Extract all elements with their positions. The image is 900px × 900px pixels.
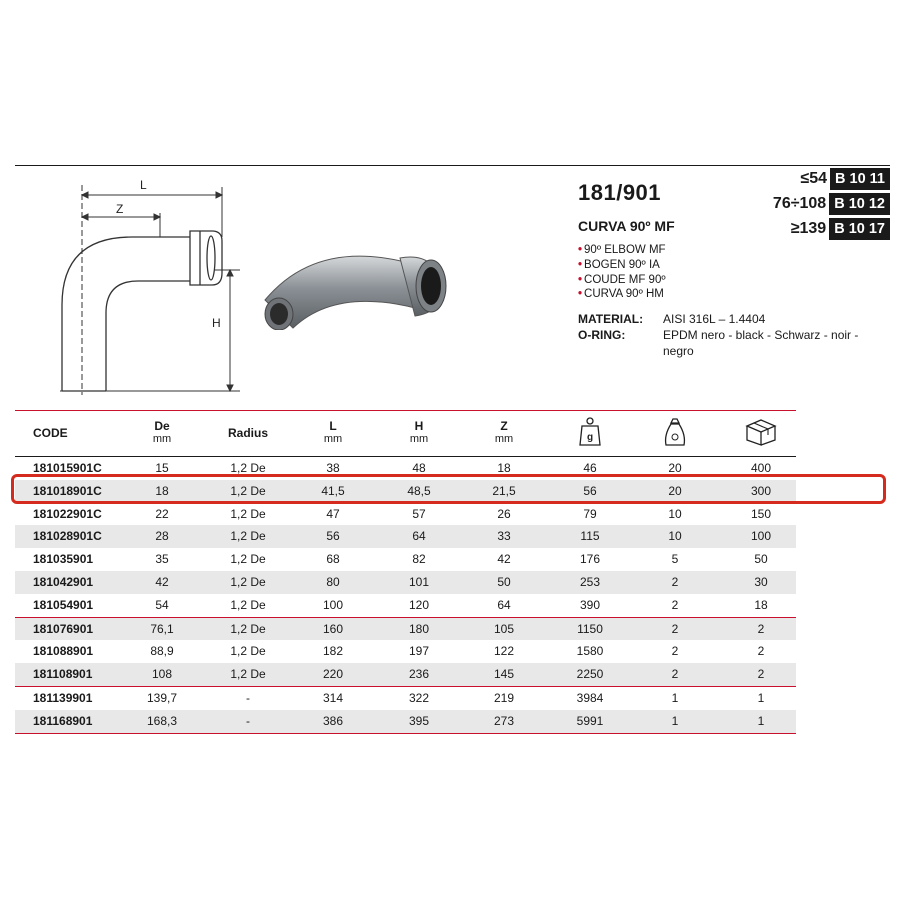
row-value-cell: 15 (155, 461, 169, 475)
row-value-cell: 21,5 (492, 483, 516, 498)
row-value-cell: 220 (322, 667, 344, 682)
row-code-cell: 181022901C (33, 506, 102, 521)
row-value-cell: 160 (322, 621, 344, 636)
row-value-cell: - (246, 713, 250, 728)
product-title: CURVA 90º MF (578, 218, 675, 234)
badge-range: ≤54 (800, 170, 827, 187)
row-value-cell: 2 (671, 667, 679, 682)
row-value-cell: - (246, 690, 250, 705)
material-value: AISI 316L – 1.4404 (663, 312, 766, 326)
row-value-cell: 1580 (576, 644, 604, 659)
badge-row (773, 218, 890, 240)
table-row (15, 571, 796, 594)
header-de: De mm (152, 419, 172, 445)
table-row (15, 617, 796, 641)
row-value-cell: 180 (408, 621, 430, 636)
row-code-cell: 181042901 (33, 574, 94, 589)
row-value-cell: 64 (497, 597, 511, 612)
row-value-cell: 2250 (576, 667, 604, 682)
catalog-badges (773, 168, 890, 243)
row-value-cell: 42 (155, 574, 169, 589)
row-code-cell: 181054901 (33, 597, 94, 612)
row-value-cell: 64 (412, 529, 426, 544)
row-value-cell: 101 (408, 574, 430, 589)
row-value-cell: 41,5 (321, 483, 345, 498)
row-value-cell: 48 (412, 461, 426, 475)
row-value-cell: 182 (322, 644, 344, 659)
row-value-cell: 2 (671, 644, 679, 659)
row-value-cell: 100 (750, 529, 772, 544)
row-value-cell: 2 (757, 644, 765, 659)
header-code: CODE (33, 426, 68, 440)
row-value-cell: 48,5 (407, 483, 431, 498)
row-value-cell: 176 (579, 552, 601, 567)
row-value-cell: 42 (497, 552, 511, 567)
row-value-cell: 2 (671, 621, 679, 636)
row-value-cell: 10 (668, 506, 682, 521)
product-name-item: • 90º ELBOW MF (578, 244, 666, 256)
dimensions-table (15, 410, 796, 734)
row-value-cell: 145 (493, 667, 515, 682)
row-value-cell: 68 (326, 552, 340, 567)
row-value-cell: 1,2 De (230, 597, 266, 612)
row-value-cell: 150 (750, 506, 772, 521)
row-value-cell: 30 (754, 574, 768, 589)
row-value-cell: 5991 (576, 713, 604, 728)
row-value-cell: 79 (583, 506, 597, 521)
row-value-cell: 18 (754, 597, 768, 612)
weight-icon (555, 417, 625, 447)
row-value-cell: 28 (155, 529, 169, 544)
row-value-cell: 50 (754, 552, 768, 567)
row-code-cell: 181018901C (33, 483, 102, 498)
table-row (15, 525, 796, 548)
row-value-cell: 115 (580, 529, 600, 544)
header-l: L mm (323, 419, 343, 445)
box-icon (726, 418, 796, 446)
row-value-cell: 1,2 De (230, 483, 266, 498)
highlighted-row-outline (11, 474, 886, 504)
dimension-label-z: Z (116, 202, 124, 216)
product-names-list (578, 243, 666, 302)
row-value-cell: 1,2 De (230, 574, 266, 589)
row-value-cell: 108 (151, 667, 173, 682)
technical-drawing (40, 175, 250, 400)
header-h: H mm (409, 419, 429, 445)
row-value-cell: 1 (671, 713, 679, 728)
row-value-cell: 3984 (576, 690, 604, 705)
row-value-cell: 197 (408, 644, 430, 659)
row-value-cell: 2 (757, 667, 765, 682)
badge-row (773, 168, 890, 190)
oring-value: EPDM nero - black - Schwarz - noir - negro (663, 328, 859, 358)
row-code-cell: 181076901 (33, 621, 94, 636)
row-code-cell: 181168901 (33, 713, 93, 728)
row-value-cell: 56 (583, 483, 597, 498)
row-code-cell: 181088901 (33, 644, 94, 659)
row-value-cell: 2 (757, 621, 765, 636)
row-code-cell: 181028901C (33, 529, 102, 544)
row-value-cell: 1,2 De (230, 621, 266, 636)
table-row (15, 503, 796, 526)
row-code-cell: 181035901 (33, 552, 94, 567)
row-value-cell: 2 (671, 574, 679, 589)
row-value-cell: 100 (322, 597, 344, 612)
row-value-cell: 1 (671, 690, 679, 705)
row-value-cell: 1,2 De (230, 552, 266, 567)
row-value-cell: 273 (493, 713, 515, 728)
row-value-cell: 18 (155, 483, 169, 498)
row-value-cell: 2 (671, 597, 679, 612)
row-value-cell: 300 (750, 483, 772, 498)
row-value-cell: 5 (671, 552, 679, 567)
dimension-label-l: L (140, 178, 147, 192)
row-value-cell: 168,3 (146, 713, 178, 728)
row-value-cell: 54 (155, 597, 169, 612)
table-row (15, 640, 796, 663)
row-value-cell: 395 (408, 713, 430, 728)
bag-icon (640, 417, 710, 447)
row-value-cell: 10 (668, 529, 682, 544)
table-header (15, 410, 796, 457)
row-code-cell: 181139901 (33, 690, 93, 705)
row-value-cell: 1,2 De (230, 644, 266, 659)
row-code-cell: 181108901 (33, 667, 93, 682)
row-code-cell: 181015901C (33, 461, 102, 475)
badge-code: B 10 11 (830, 168, 890, 190)
badge-code: B 10 17 (829, 218, 890, 240)
row-value-cell: 20 (668, 461, 682, 475)
row-value-cell: 1 (757, 690, 765, 705)
top-rule (15, 165, 890, 166)
row-value-cell: 88,9 (150, 644, 174, 659)
badge-row (773, 193, 890, 215)
row-value-cell: 76,1 (150, 621, 174, 636)
row-value-cell: 50 (497, 574, 511, 589)
row-value-cell: 219 (493, 690, 515, 705)
svg-text:g: g (586, 432, 594, 443)
row-value-cell: 20 (668, 483, 682, 498)
oring-label: O-RING: (578, 328, 626, 342)
row-value-cell: 1,2 De (230, 529, 266, 544)
header-z: Z mm (494, 419, 514, 445)
row-value-cell: 1,2 De (230, 461, 266, 475)
row-value-cell: 139,7 (146, 690, 178, 705)
row-value-cell: 26 (497, 506, 511, 521)
row-value-cell: 1,2 De (230, 667, 266, 682)
row-value-cell: 38 (326, 461, 340, 475)
product-code: 181/901 (578, 180, 662, 205)
table-row (15, 663, 796, 686)
row-value-cell: 57 (412, 506, 426, 521)
badge-range: ≥139 (790, 220, 827, 237)
product-name-item: • BOGEN 90º IA (578, 258, 660, 271)
row-value-cell: 35 (155, 552, 169, 567)
row-value-cell: 82 (412, 552, 426, 567)
row-value-cell: 80 (326, 574, 340, 589)
row-value-cell: 390 (579, 597, 601, 612)
row-value-cell: 1,2 De (230, 506, 266, 521)
row-value-cell: 105 (493, 621, 515, 636)
row-value-cell: 236 (408, 667, 430, 682)
table-row (15, 710, 796, 734)
elbow-product-image (255, 230, 455, 330)
material-label: MATERIAL: (578, 312, 644, 326)
product-name-item: • COUDE MF 90º (578, 273, 666, 286)
product-name-item: • CURVA 90º HM (578, 288, 664, 301)
row-value-cell: 46 (583, 461, 597, 475)
row-value-cell: 400 (750, 461, 772, 475)
row-value-cell: 22 (155, 506, 169, 521)
row-value-cell: 47 (326, 506, 340, 521)
row-value-cell: 33 (497, 529, 511, 544)
table-row (15, 548, 796, 571)
row-value-cell: 314 (322, 690, 344, 705)
row-value-cell: 122 (493, 644, 515, 659)
table-row (15, 594, 796, 617)
row-value-cell: 253 (579, 574, 601, 589)
badge-range: 76÷108 (772, 195, 827, 212)
row-value-cell: 386 (322, 713, 344, 728)
row-value-cell: 120 (408, 597, 430, 612)
row-value-cell: 18 (497, 461, 511, 475)
header-radius: Radius (227, 426, 268, 440)
row-value-cell: 56 (326, 529, 340, 544)
badge-code: B 10 12 (829, 193, 890, 215)
row-value-cell: 1 (757, 713, 765, 728)
row-value-cell: 322 (408, 690, 430, 705)
dimension-label-h: H (212, 316, 221, 330)
row-value-cell: 1150 (577, 621, 603, 636)
table-row (15, 686, 796, 710)
